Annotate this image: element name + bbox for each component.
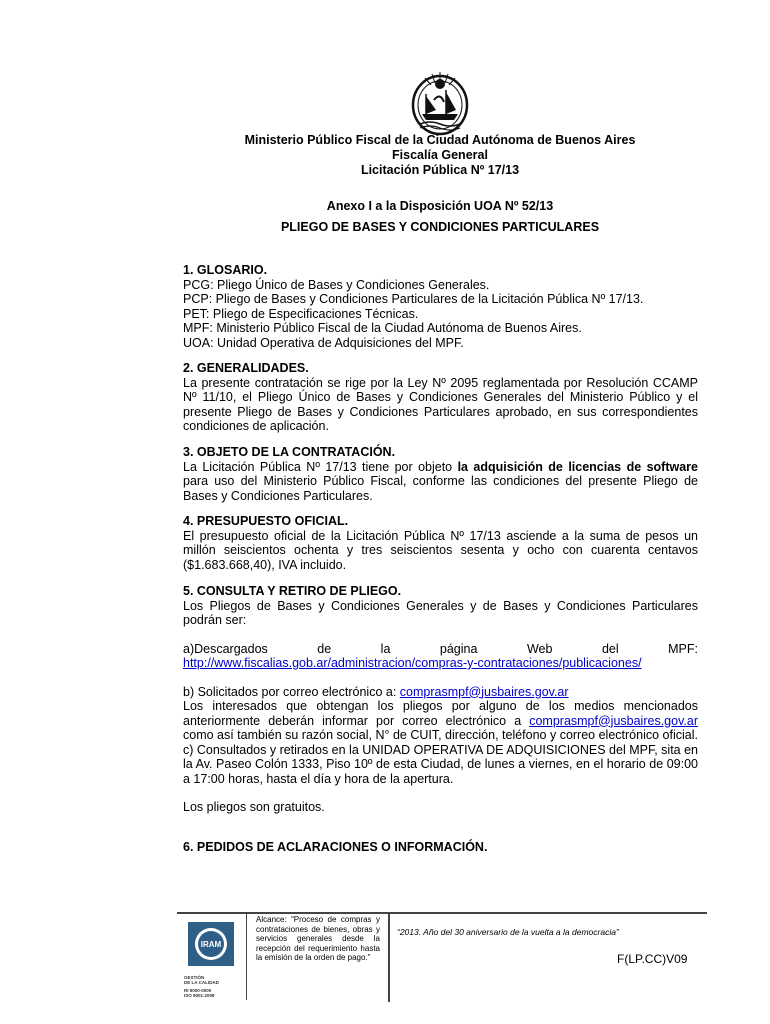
section-objeto — [183, 445, 698, 503]
option-a-word: Web — [526, 641, 553, 656]
coat-of-arms-emblem — [410, 70, 470, 136]
footer-divider — [177, 912, 707, 914]
option-a-word: de — [317, 641, 332, 656]
object-text-bold: la adquisición de licencias de software — [457, 459, 698, 474]
section-presupuesto — [183, 514, 698, 572]
option-b-text — [183, 685, 698, 700]
option-a-word: la — [380, 641, 391, 656]
iram-seal-icon — [184, 920, 238, 970]
section-title: 2. GENERALIDADES. — [183, 361, 309, 375]
glossary-item: PET: Pliego de Especificaciones Técnicas. — [183, 306, 419, 321]
section-glosario — [183, 263, 698, 350]
section-generalidades — [183, 361, 698, 434]
form-code: F(LP.CC)V09 — [617, 952, 688, 966]
section-title: 4. PRESUPUESTO OFICIAL. — [183, 514, 349, 528]
object-text-pre: La Licitación Pública Nº 17/13 tiene por objeto — [183, 459, 458, 474]
option-b-label: b) Solicitados por correo electrónico a: — [183, 684, 400, 699]
section-text: Los Pliegos de Bases y Condiciones Generales y de Bases y Condiciones Particulares podrán ser: — [183, 598, 698, 627]
iram-caption: RI 9000-0000 — [184, 988, 212, 993]
option-b-detail-post: como así también su razón social, N° de CUIT, dirección, teléfono y correo electrónico oficial. — [183, 728, 698, 742]
download-link[interactable]: http://www.fiscalias.gob.ar/administracion/compras-y-contrataciones/publicaciones/ — [183, 656, 642, 670]
glossary-item: UOA: Unidad Operativa de Adquisiciones del MPF. — [183, 335, 464, 350]
document-title: PLIEGO DE BASES Y CONDICIONES PARTICULARES — [280, 220, 600, 234]
glossary-item: MPF: Ministerio Público Fiscal de la Ciudad Autónoma de Buenos Aires. — [183, 321, 582, 335]
section-title: 3. OBJETO DE LA CONTRATACIÓN. — [183, 445, 396, 459]
section-consulta — [183, 584, 698, 815]
iram-caption: GESTIÓN — [184, 975, 205, 980]
year-motto: “2013. Año del 30 aniversario de la vuelta a la democracia” — [397, 927, 619, 937]
glossary-item: PCP: Pliego de Bases y Condiciones Particulares de la Licitación Pública Nº 17/13. — [183, 292, 644, 306]
section-title: 1. GLOSARIO. — [183, 263, 268, 277]
iram-logo-text: IRAM — [200, 940, 222, 949]
annex-title: Anexo I a la Disposición UOA Nº 52/13 — [326, 199, 554, 213]
option-a-word: del — [601, 641, 619, 656]
object-text-post: para uso del Ministerio Público Fiscal, conforme las condiciones del presente Pliego de Bases y Condiciones Particulares. — [183, 474, 698, 503]
iram-caption: ISO 9001:2008 — [184, 993, 215, 998]
section-title: 5. CONSULTA Y RETIRO DE PLIEGO. — [183, 584, 402, 598]
option-b-detail — [183, 699, 698, 743]
scope-note: Alcance: “Proceso de compras y contrataciones de bienes, obras y servicios generales desde la recepción del requerimiento hasta la emisión de la orden de pago.” — [256, 915, 380, 962]
header-tender: Licitación Pública Nº 17/13 — [360, 163, 520, 177]
header-block — [180, 133, 700, 178]
section-text: La presente contratación se rige por la Ley Nº 2095 reglamentada por Resolución CCAMP Nº 11/10, el Pliego Único de Bases y Condiciones Generales del Ministerio Público y el presente Pliego de Bases y Condiciones Particulares aprobado, en sus correspondientes condiciones de aplicación. — [183, 375, 698, 433]
section-text: El presupuesto oficial de la Licitación Pública Nº 17/13 asciende a la suma de pesos un millón seiscientos ochenta y tres seiscientos sesenta y ocho con cuarenta centavos ($1.683.668,40), IVA incluido. — [183, 528, 698, 572]
footer-divider-vertical — [388, 914, 390, 1002]
option-a-word: a)Descargados — [183, 641, 268, 656]
section-pedidos — [183, 840, 698, 855]
glossary-item: PCG: Pliego Único de Bases y Condiciones Generales. — [183, 277, 490, 292]
email-link[interactable]: comprasmpf@jusbaires.gov.ar — [399, 684, 569, 699]
option-a-word: página — [439, 641, 478, 656]
section-text — [183, 460, 698, 504]
header-ministry: Ministerio Público Fiscal de la Ciudad Autónoma de Buenos Aires — [244, 133, 636, 147]
footer-divider-vertical — [246, 914, 247, 1000]
option-b-detail-pre: Los interesados que obtengan los pliegos por alguno de los medios mencionados anteriormente deberán informar por correo electrónico a — [183, 699, 698, 728]
section-title: 6. PEDIDOS DE ACLARACIONES O INFORMACIÓN. — [183, 840, 488, 854]
free-notice: Los pliegos son gratuitos. — [183, 800, 325, 814]
header-office: Fiscalía General — [392, 148, 488, 162]
option-a-word: MPF: — [668, 641, 698, 656]
option-c-text: c) Consultados y retirados en la UNIDAD OPERATIVA DE ADQUISICIONES del MPF, sita en la Av. Paseo Colón 1333, Piso 10º de esta Ciudad, de lunes a viernes, en el horario de 09:00 a 17:00 horas, hasta el día y hora de la apertura. — [183, 742, 698, 786]
email-link[interactable]: comprasmpf@jusbaires.gov.ar — [529, 713, 698, 728]
iram-certification-logo — [184, 920, 238, 1002]
option-a-line — [183, 642, 698, 657]
iram-caption: DE LA CALIDAD — [184, 980, 219, 985]
